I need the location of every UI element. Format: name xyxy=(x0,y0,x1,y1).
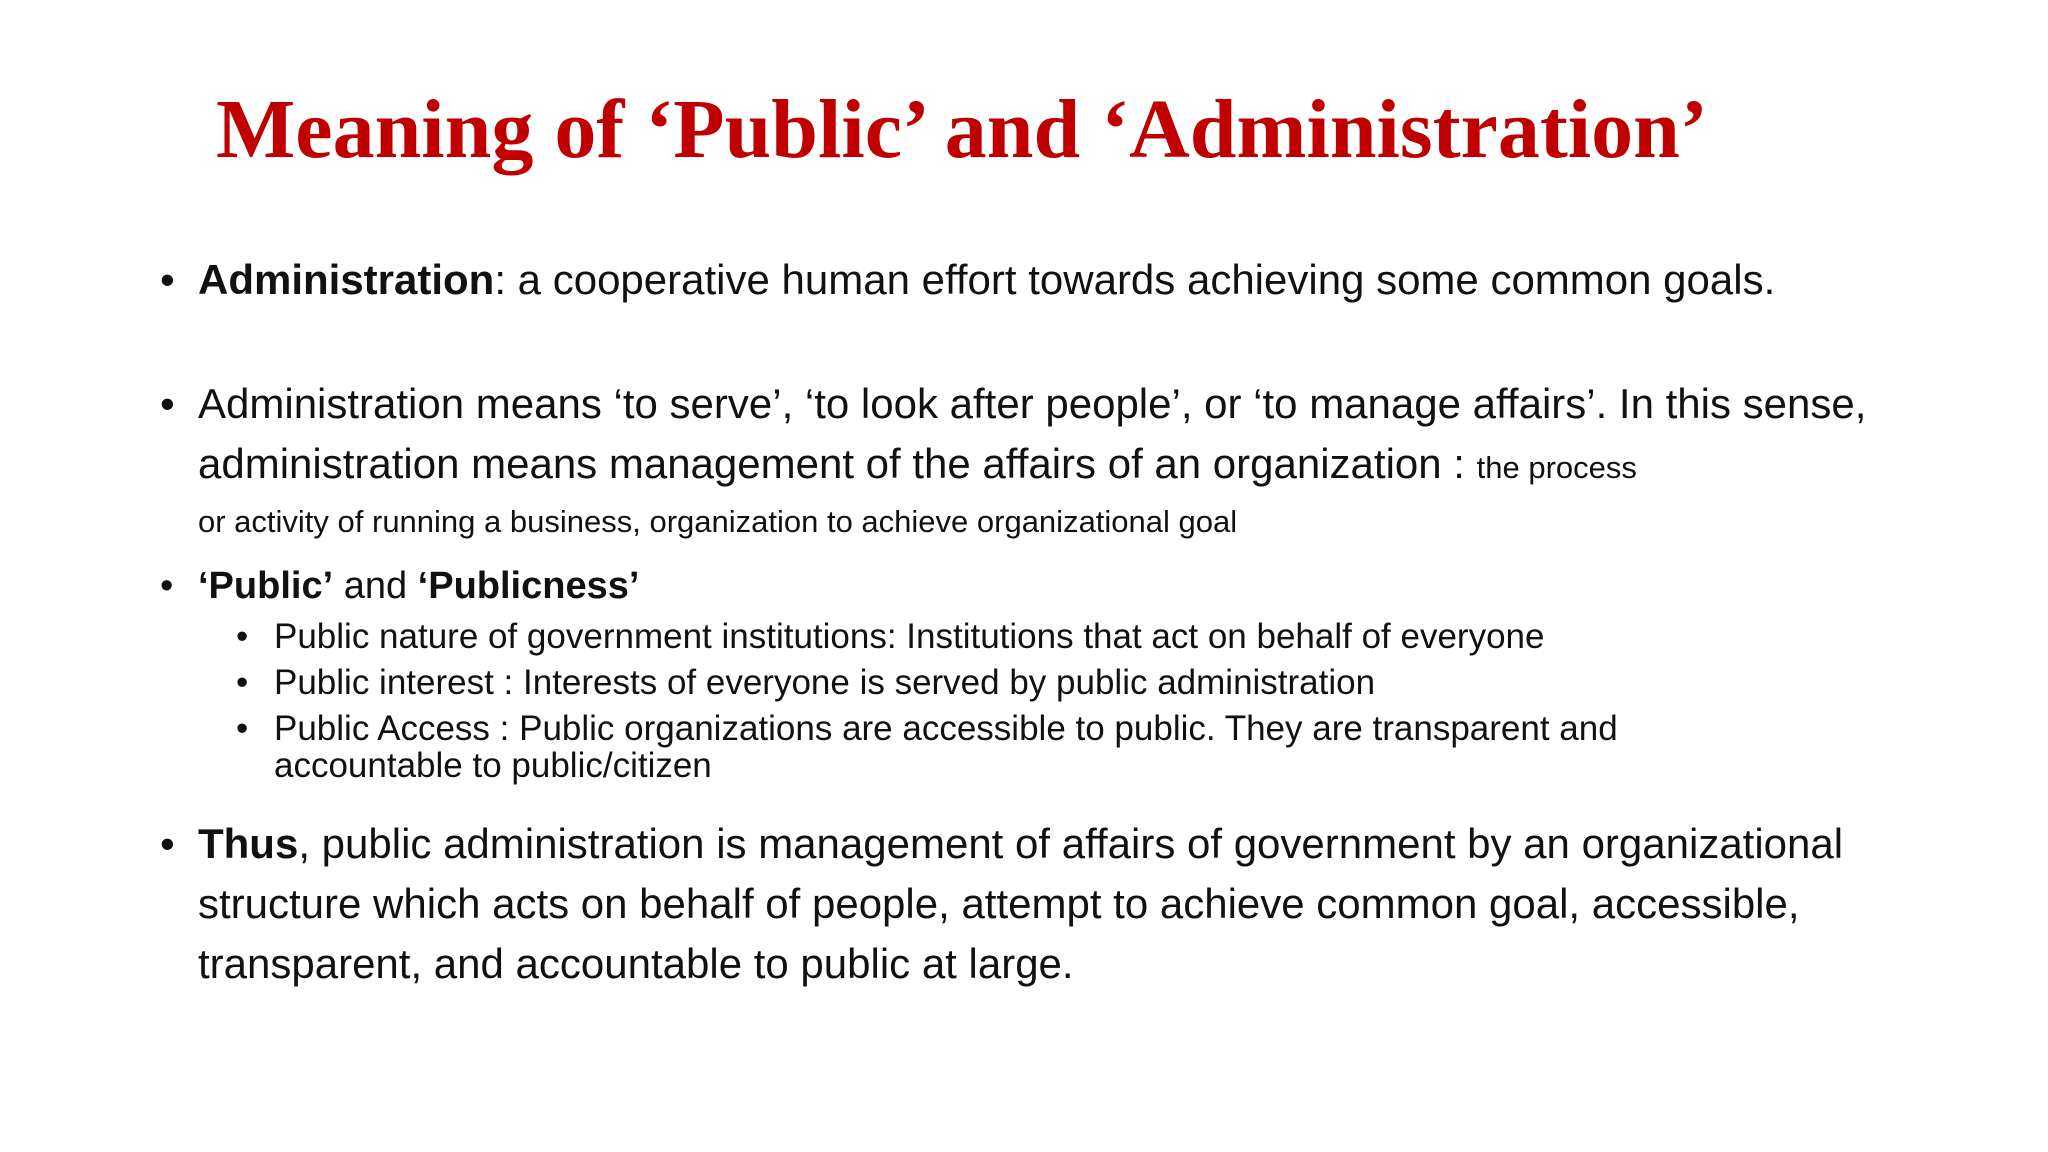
bold-term-publicness: ‘Publicness’ xyxy=(417,565,640,607)
sub-bullet-public-nature xyxy=(236,618,1816,655)
bullet-connector: and xyxy=(333,565,418,607)
bold-term-public: ‘Public’ xyxy=(198,565,334,607)
sub-bullet-dot: • xyxy=(236,663,249,702)
bullet-administration-meaning xyxy=(160,374,1920,546)
sub-bullet-text: Public Access : Public organizations are accessible to public. They are transparent and accountable to public/citizen xyxy=(274,709,1618,785)
bullet-dot: • xyxy=(160,565,174,607)
sub-bullet-public-access xyxy=(236,710,1816,784)
sub-bullet-dot: • xyxy=(236,617,249,656)
bullet-dot: • xyxy=(160,380,175,427)
bullet-body: : a cooperative human effort towards achieving some common goals. xyxy=(494,256,1776,303)
bullet-text xyxy=(198,560,1920,612)
bullet-text xyxy=(198,252,1920,308)
bullet-body: Administration means ‘to serve’, ‘to look after people’, or ‘to manage affairs’. In this sense, administration means management of the affairs of an organization : xyxy=(198,380,1867,487)
bullet-public-publicness xyxy=(160,560,1920,612)
sub-bullet-text: Public interest : Interests of everyone is served by public administration xyxy=(274,663,1376,702)
sub-bullet-public-interest xyxy=(236,664,1816,701)
bold-term: Administration xyxy=(198,256,495,303)
bullet-dot: • xyxy=(160,256,175,303)
slide-title: Meaning of ‘Public’ and ‘Administration’ xyxy=(216,83,1708,176)
bullet-thus-conclusion xyxy=(160,814,1920,994)
bullet-small-text: the process xyxy=(1476,450,1637,485)
bullet-administration-definition xyxy=(160,252,1920,308)
bullet-body: , public administration is management of affairs of government by an organizational structure which acts on behalf of people, attempt to achieve common goal, accessible, transparent, and accountable to public at large. xyxy=(198,820,1844,987)
bold-term: Thus xyxy=(198,820,299,867)
sub-bullet-text: Public nature of government institutions: Institutions that act on behalf of everyone xyxy=(274,617,1545,656)
bullet-text xyxy=(198,374,1920,546)
bullet-text xyxy=(198,814,1920,994)
sub-bullet-dot: • xyxy=(236,709,249,748)
bullet-small-text-continued: or activity of running a business, organization to achieve organizational goal xyxy=(198,504,1238,539)
bullet-dot: • xyxy=(160,820,175,867)
